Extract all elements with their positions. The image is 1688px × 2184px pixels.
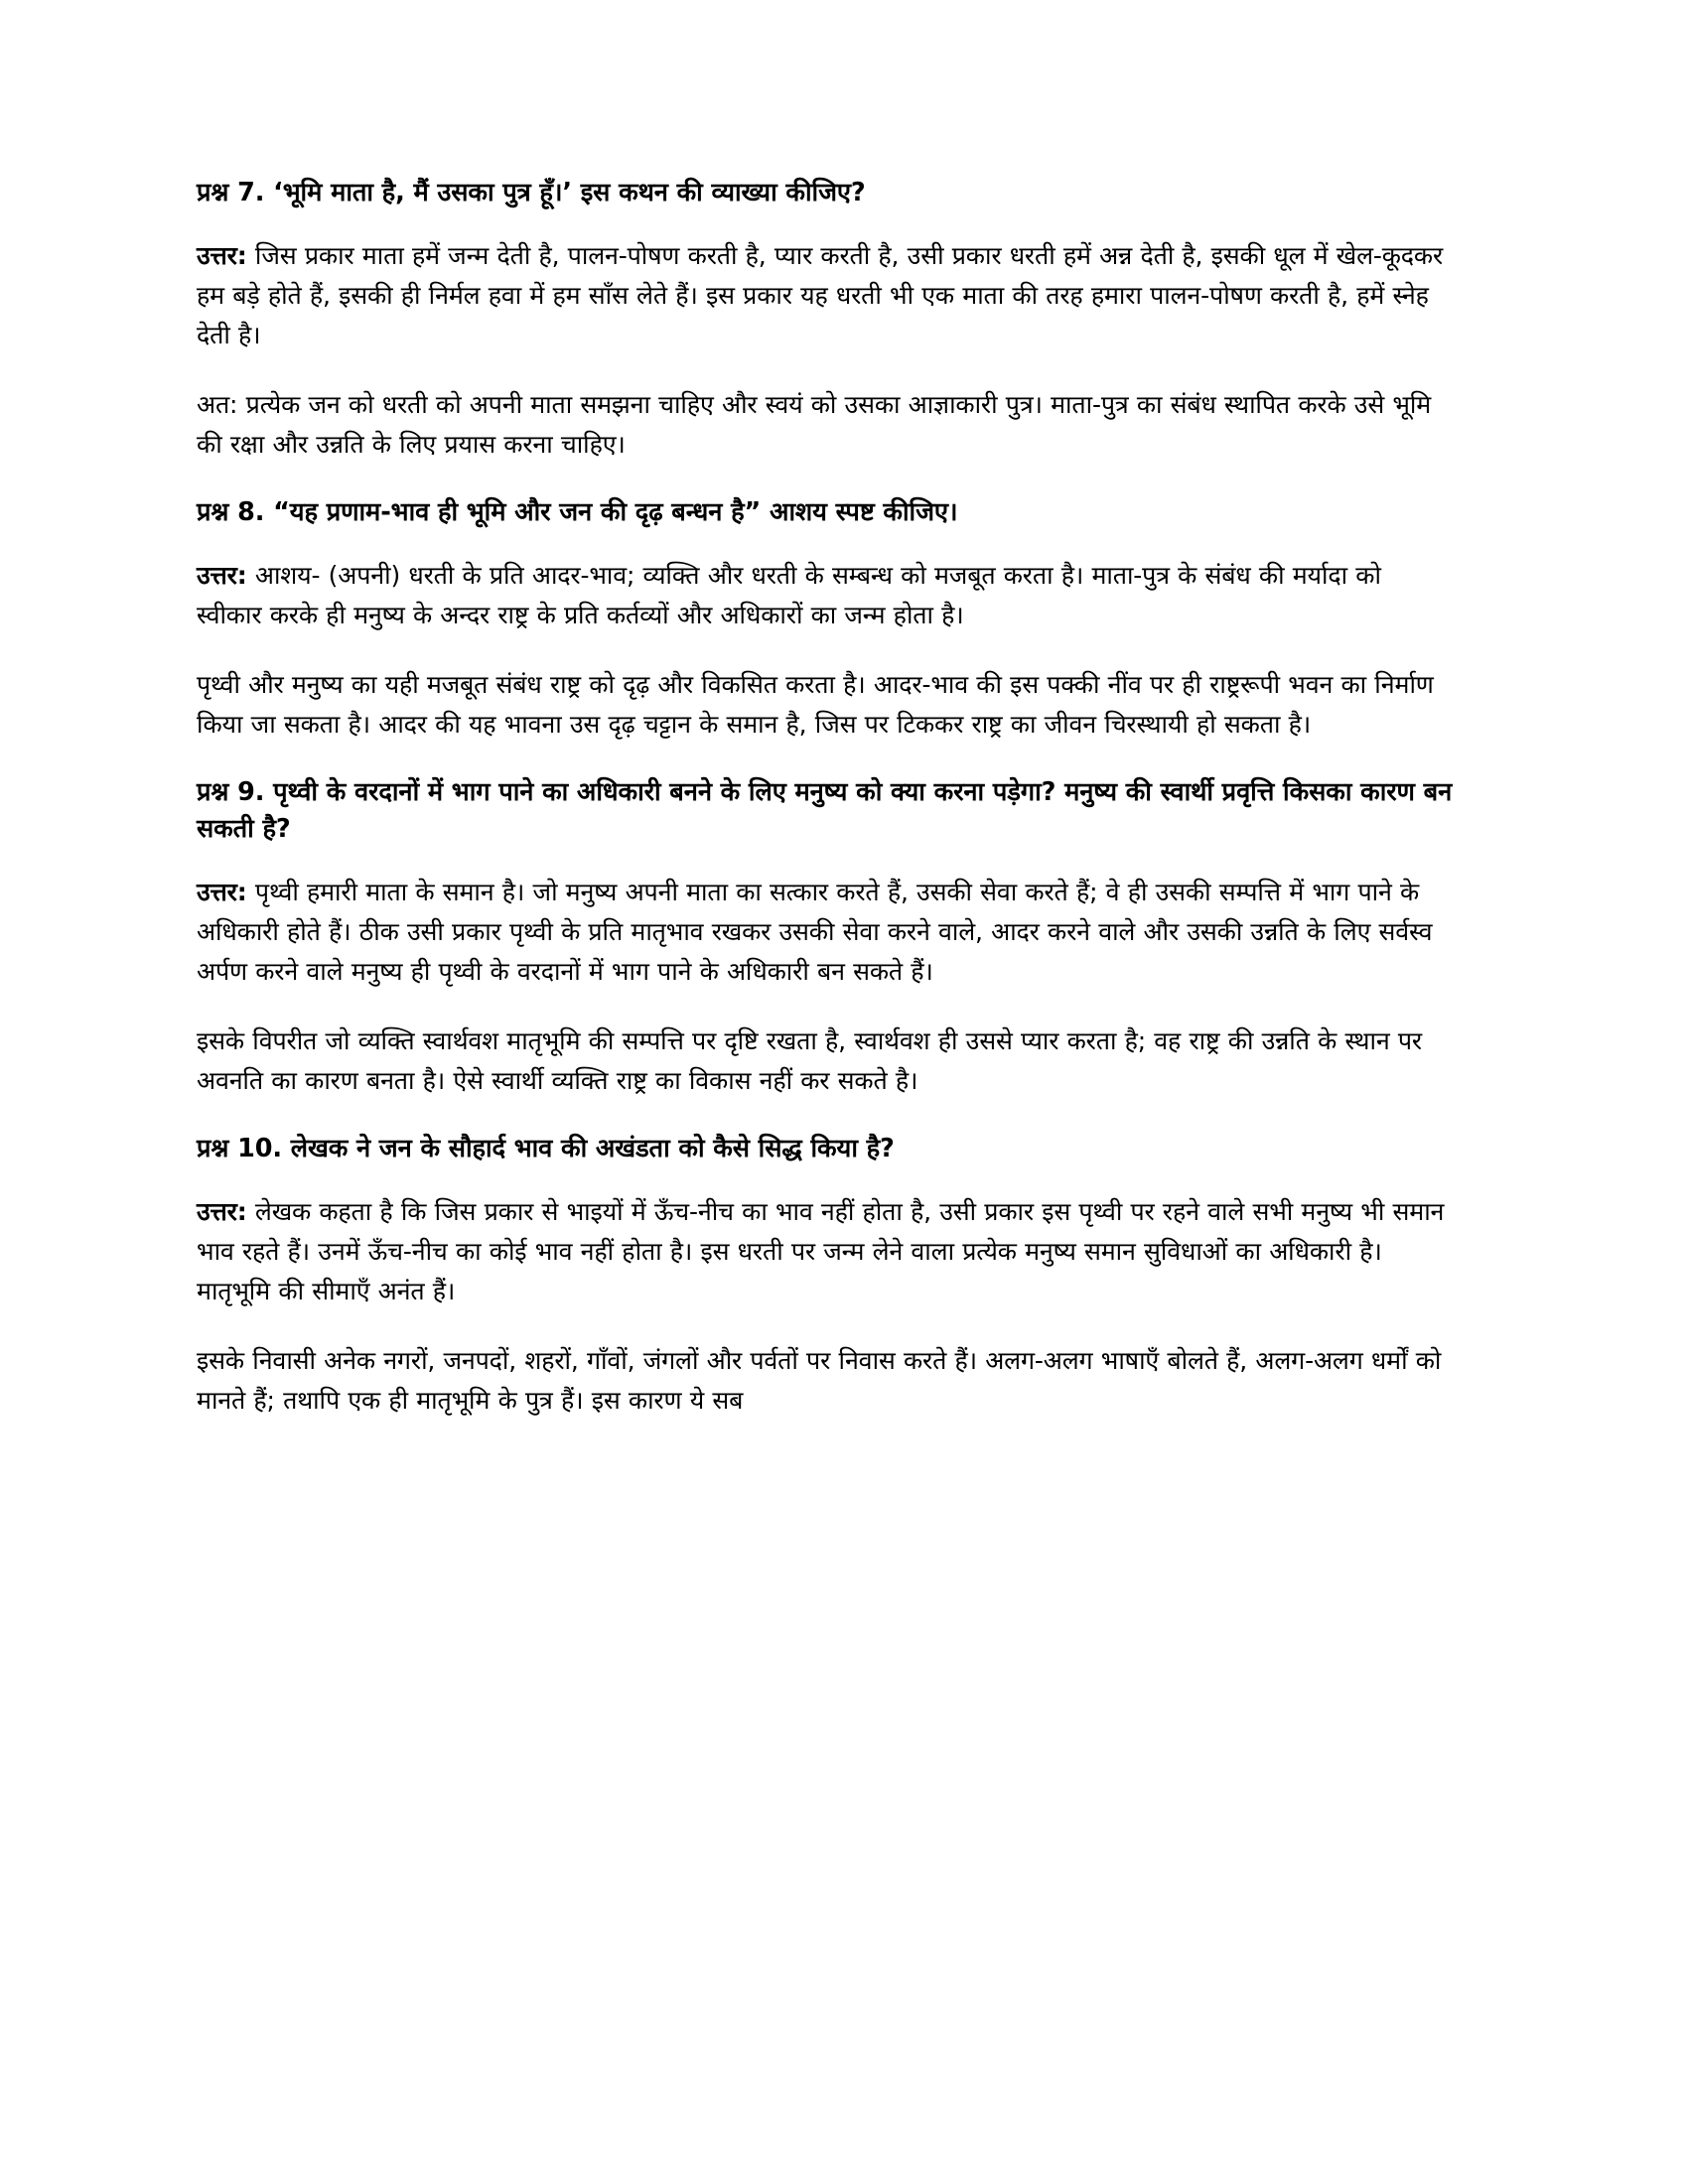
- answer-paragraph-8-2: पृथ्वी और मनुष्य का यही मजबूत संबंध राष्ट्र को दृढ़ और विकसित करता है। आदर-भाव की इस पक्की नींव पर ही राष्ट्ररूपी भवन का निर्माण किया जा सकता है। आदर की यह भावना उस दृढ़ चट्टान के समान है, जिस पर टिककर राष्ट्र का जीवन चिरस्थायी हो सकता है।: [197, 670, 1434, 740]
- answer-paragraph-9-1: [197, 873, 1454, 992]
- qa-block-q10: [197, 1131, 1454, 1421]
- answer-text-10-1: लेखक कहता है कि जिस प्रकार से भाइयों में ऊँच-नीच का भाव नहीं होता है, उसी प्रकार इस पृथ्वी पर रहने वाले सभी मनुष्य भी समान भाव रहते हैं। उनमें ऊँच-नीच का कोई भाव नहीं होता है। इस धरती पर जन्म लेने वाला प्रत्येक मनुष्य समान सुविधाओं का अधिकारी है। मातृभूमि की सीमाएँ अनंत हैं।: [197, 1197, 1445, 1306]
- answer-label-8: उत्तर:: [197, 561, 247, 591]
- answer-paragraph-7-1: [197, 236, 1454, 355]
- answer-text-9-1: पृथ्वी हमारी माता के समान है। जो मनुष्य अपनी माता का सत्कार करते हैं, उसकी सेवा करते हैं; वे ही उसकी सम्पत्ति में भाग पाने के अधिकारी होते हैं। ठीक उसी प्रकार पृथ्वी के प्रति मातृभाव रखकर उसकी सेवा करने वाले, आदर करने वाले और उसकी उन्नति के लिए सर्वस्व अर्पण करने वाले मनुष्य ही पृथ्वी के वरदानों में भाग पाने के अधिकारी बन सकते हैं।: [197, 877, 1433, 986]
- answer-text-7-1: जिस प्रकार माता हमें जन्म देती है, पालन-पोषण करती है, प्यार करती है, उसी प्रकार धरती हमें अन्न देती है, इसकी धूल में खेल-कूदकर हम बड़े होते हैं, इसकी ही निर्मल हवा में हम साँस लेते हैं। इस प्रकार यह धरती भी एक माता की तरह हमारा पालन-पोषण करती है, हमें स्नेह देती है।: [197, 241, 1444, 350]
- answer-paragraph-9-2: इसके विपरीत जो व्यक्ति स्वार्थवश मातृभूमि की सम्पत्ति पर दृष्टि रखता है, स्वार्थवश ही उससे प्यार करता है; वह राष्ट्र की उन्नति के स्थान पर अवनति का कारण बनता है। ऐसे स्वार्थी व्यक्ति राष्ट्र का विकास नहीं कर सकते है।: [197, 1025, 1422, 1095]
- answer-label-10: उत्तर:: [197, 1197, 247, 1227]
- answer-text-8-1: आशय- (अपनी) धरती के प्रति आदर-भाव; व्यक्ति और धरती के सम्बन्ध को मजबूत करता है। माता-पुत्र के संबंध की मर्यादा को स्वीकार करके ही मनुष्य के अन्दर राष्ट्र के प्रति कर्तव्यों और अधिकारों का जन्म होता है।: [197, 561, 1381, 630]
- question-heading-10: प्रश्न 10. लेखक ने जन के सौहार्द भाव की अखंडता को कैसे सिद्ध किया है?: [197, 1133, 895, 1163]
- answer-label-7: उत्तर:: [197, 241, 247, 271]
- qa-block-q8: [197, 494, 1454, 745]
- answer-paragraph-10-2: इसके निवासी अनेक नगरों, जनपदों, शहरों, गाँवों, जंगलों और पर्वतों पर निवास करते हैं। अलग-अलग भाषाएँ बोलते हैं, अलग-अलग धर्मों को मानते हैं; तथापि एक ही मातृभूमि के पुत्र हैं। इस कारण ये सब: [197, 1346, 1442, 1416]
- answer-paragraph-8-1: [197, 556, 1454, 635]
- question-heading-7: प्रश्न 7. ‘भूमि माता है, मैं उसका पुत्र हूँ।’ इस कथन की व्याख्या कीजिए?: [197, 178, 866, 207]
- answer-label-9: उत्तर:: [197, 877, 247, 906]
- question-heading-9: प्रश्न 9. पृथ्वी के वरदानों में भाग पाने का अधिकारी बनने के लिए मनुष्य को क्या करना पड़ेगा? मनुष्य की स्वार्थी प्रवृत्ति किसका कारण बन सकती है?: [197, 777, 1453, 844]
- qa-block-q7: [197, 175, 1454, 465]
- answer-paragraph-10-1: [197, 1192, 1454, 1311]
- answer-paragraph-7-2: अत: प्रत्येक जन को धरती को अपनी माता समझना चाहिए और स्वयं को उसका आज्ञाकारी पुत्र। माता-पुत्र का संबंध स्थापित करके उसे भूमि की रक्षा और उन्नति के लिए प्रयास करना चाहिए।: [197, 390, 1432, 460]
- question-heading-8: प्रश्न 8. “यह प्रणाम-भाव ही भूमि और जन की दृढ़ बन्धन है” आशय स्पष्ट कीजिए।: [197, 497, 958, 528]
- qa-block-q9: [197, 774, 1454, 1100]
- document-body: [197, 175, 1454, 1421]
